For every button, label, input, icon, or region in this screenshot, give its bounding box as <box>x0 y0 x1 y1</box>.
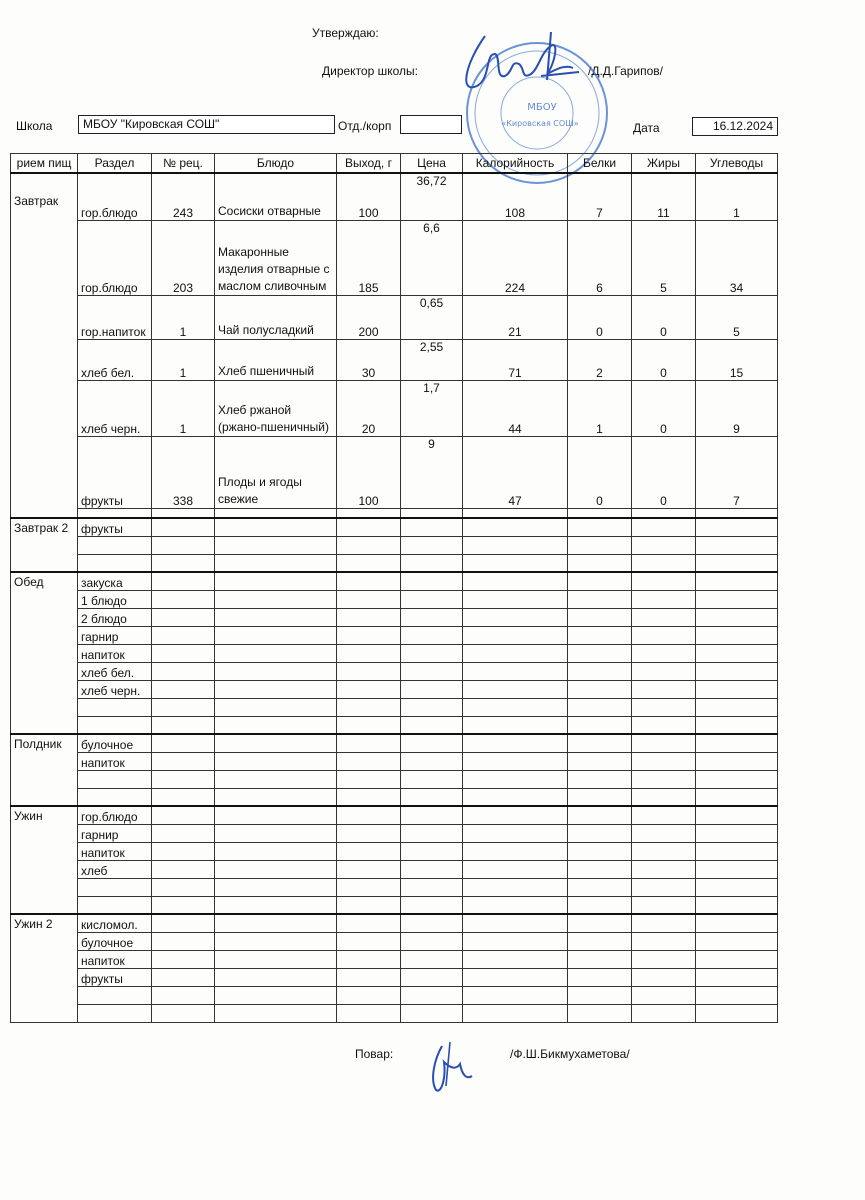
table-row <box>11 554 778 572</box>
table-row <box>11 380 778 436</box>
fat-cell: 0 <box>632 380 696 436</box>
calories-cell: 47 <box>463 436 568 508</box>
recipe-cell: 203 <box>152 220 215 295</box>
table-row <box>11 968 778 986</box>
protein-cell: 6 <box>568 220 632 295</box>
table-row <box>11 173 778 220</box>
section-cell: гор.блюдо <box>78 806 152 824</box>
section-cell: гарнир <box>78 824 152 842</box>
table-row <box>11 950 778 968</box>
carbs-cell: 15 <box>696 339 778 380</box>
table-row <box>11 986 778 1004</box>
table-row <box>11 770 778 788</box>
carbs-cell: 9 <box>696 380 778 436</box>
col-calories: Калорийность <box>463 154 568 174</box>
date-field[interactable]: 16.12.2024 <box>692 117 778 136</box>
calories-cell: 21 <box>463 295 568 339</box>
stamp-line-2: «Кировская СОШ» <box>501 119 579 128</box>
school-name-field[interactable]: МБОУ "Кировская СОШ" <box>78 115 335 134</box>
carbs-cell: 5 <box>696 295 778 339</box>
price-cell: 1,7 <box>401 380 463 436</box>
table-row <box>11 806 778 824</box>
table-row <box>11 295 778 339</box>
col-recipe: № рец. <box>152 154 215 174</box>
section-cell: гарнир <box>78 626 152 644</box>
menu-table <box>10 153 778 1023</box>
recipe-cell: 243 <box>152 173 215 220</box>
table-row <box>11 220 778 295</box>
section-cell: булочное <box>78 734 152 752</box>
table-row <box>11 436 778 508</box>
table-row <box>11 914 778 932</box>
table-row <box>11 788 778 806</box>
meal-label: Завтрак <box>11 173 78 518</box>
meal-label: Обед <box>11 572 78 734</box>
section-cell: закуска <box>78 572 152 590</box>
table-row <box>11 698 778 716</box>
table-row <box>11 878 778 896</box>
section-cell: фрукты <box>78 518 152 536</box>
meal-label: Полдник <box>11 734 78 806</box>
director-signature-icon <box>455 24 585 114</box>
price-cell: 2,55 <box>401 339 463 380</box>
section-cell: напиток <box>78 752 152 770</box>
recipe-cell: 1 <box>152 295 215 339</box>
table-row <box>11 860 778 878</box>
col-price: Цена <box>401 154 463 174</box>
carbs-cell: 7 <box>696 436 778 508</box>
protein-cell: 1 <box>568 380 632 436</box>
meal-label: Завтрак 2 <box>11 518 78 572</box>
section-cell: напиток <box>78 950 152 968</box>
table-row <box>11 716 778 734</box>
cook-name: /Ф.Ш.Бикмухаметова/ <box>510 1047 630 1061</box>
section-cell: гор.напиток <box>78 295 152 339</box>
recipe-cell: 1 <box>152 339 215 380</box>
section-cell: фрукты <box>78 968 152 986</box>
section-cell: гор.блюдо <box>78 220 152 295</box>
school-label: Школа <box>16 119 53 133</box>
director-name: /Д.Д.Гарипов/ <box>588 64 664 78</box>
dish-cell: Хлеб ржаной (ржано-пшеничный) <box>215 380 337 436</box>
col-dish: Блюдо <box>215 154 337 174</box>
table-row <box>11 590 778 608</box>
output-cell: 100 <box>337 173 401 220</box>
col-carbs: Углеводы <box>696 154 778 174</box>
section-cell: кисломол. <box>78 914 152 932</box>
table-row <box>11 734 778 752</box>
section-cell: хлеб бел. <box>78 339 152 380</box>
approve-label: Утверждаю: <box>312 26 379 40</box>
col-meal: рием пищ <box>11 154 78 174</box>
calories-cell: 224 <box>463 220 568 295</box>
calories-cell: 108 <box>463 173 568 220</box>
protein-cell: 7 <box>568 173 632 220</box>
fat-cell: 11 <box>632 173 696 220</box>
dept-label: Отд./корп <box>338 119 392 133</box>
section-cell: напиток <box>78 842 152 860</box>
dept-field[interactable] <box>400 115 462 134</box>
section-cell: хлеб черн. <box>78 680 152 698</box>
meal-label: Ужин <box>11 806 78 914</box>
fat-cell: 0 <box>632 339 696 380</box>
section-cell: гор.блюдо <box>78 173 152 220</box>
carbs-cell: 34 <box>696 220 778 295</box>
table-row <box>11 752 778 770</box>
dish-cell: Макаронные изделия отварные с маслом сливочным <box>215 220 337 295</box>
carbs-cell: 1 <box>696 173 778 220</box>
table-row <box>11 896 778 914</box>
price-cell: 9 <box>401 436 463 508</box>
dish-cell: Сосиски отварные <box>215 173 337 220</box>
section-cell: хлеб <box>78 860 152 878</box>
protein-cell: 0 <box>568 436 632 508</box>
output-cell: 100 <box>337 436 401 508</box>
section-cell: напиток <box>78 644 152 662</box>
table-row <box>11 680 778 698</box>
table-row <box>11 508 778 518</box>
table-row <box>11 932 778 950</box>
table-row <box>11 626 778 644</box>
col-fat: Жиры <box>632 154 696 174</box>
table-row <box>11 518 778 536</box>
dish-cell: Хлеб пшеничный <box>215 339 337 380</box>
protein-cell: 0 <box>568 295 632 339</box>
output-cell: 200 <box>337 295 401 339</box>
protein-cell: 2 <box>568 339 632 380</box>
fat-cell: 5 <box>632 220 696 295</box>
price-cell: 36,72 <box>401 173 463 220</box>
output-cell: 20 <box>337 380 401 436</box>
price-cell: 0,65 <box>401 295 463 339</box>
section-cell: 1 блюдо <box>78 590 152 608</box>
stamp-line-1: МБОУ <box>527 102 557 113</box>
output-cell: 30 <box>337 339 401 380</box>
section-cell: хлеб черн. <box>78 380 152 436</box>
fat-cell: 0 <box>632 295 696 339</box>
director-label: Директор школы: <box>322 64 418 78</box>
table-row <box>11 339 778 380</box>
recipe-cell: 1 <box>152 380 215 436</box>
cook-label: Повар: <box>355 1047 394 1061</box>
table-row <box>11 536 778 554</box>
calories-cell: 71 <box>463 339 568 380</box>
section-cell: хлеб бел. <box>78 662 152 680</box>
cook-signature-icon <box>420 1040 490 1096</box>
meal-label: Ужин 2 <box>11 914 78 1022</box>
table-header <box>11 154 778 174</box>
recipe-cell: 338 <box>152 436 215 508</box>
calories-cell: 44 <box>463 380 568 436</box>
price-cell: 6,6 <box>401 220 463 295</box>
table-row <box>11 1004 778 1022</box>
section-cell: фрукты <box>78 436 152 508</box>
col-section: Раздел <box>78 154 152 174</box>
fat-cell: 0 <box>632 436 696 508</box>
section-cell: 2 блюдо <box>78 608 152 626</box>
table-row <box>11 662 778 680</box>
table-row <box>11 572 778 590</box>
date-label: Дата <box>633 121 660 135</box>
dish-cell: Плоды и ягоды свежие <box>215 436 337 508</box>
table-row <box>11 842 778 860</box>
output-cell: 185 <box>337 220 401 295</box>
table-row <box>11 608 778 626</box>
col-protein: Белки <box>568 154 632 174</box>
table-row <box>11 824 778 842</box>
section-cell: булочное <box>78 932 152 950</box>
dish-cell: Чай полусладкий <box>215 295 337 339</box>
table-row <box>11 644 778 662</box>
col-output: Выход, г <box>337 154 401 174</box>
